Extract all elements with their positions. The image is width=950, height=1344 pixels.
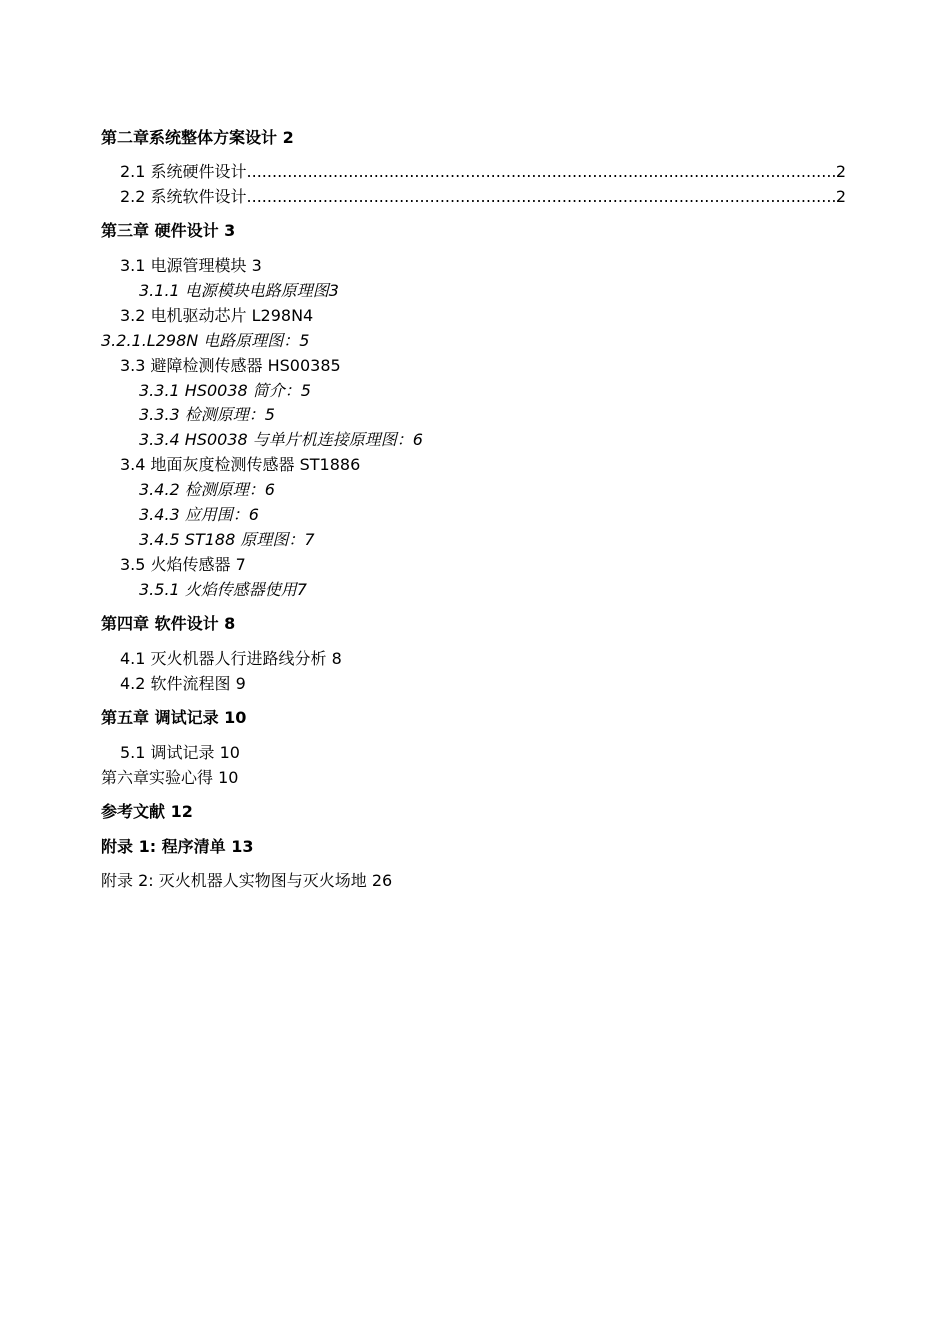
toc-entry-3-3-1[interactable]: 3.3.1 HS0038 简介：5: [139, 381, 311, 400]
toc-entry-2-2[interactable]: [120, 187, 846, 207]
toc-appendix-1[interactable]: 附录 1: 程序清单 13: [101, 837, 254, 856]
toc-entry-3-2[interactable]: 3.2 电机驱动芯片 L298N4: [120, 306, 314, 325]
toc-entry-2-1[interactable]: [120, 162, 846, 182]
toc-chapter-6[interactable]: 第六章实验心得 10: [101, 768, 239, 787]
toc-entry-4-1[interactable]: 4.1 灭火机器人行进路线分析 8: [120, 649, 342, 668]
toc-chapter-5[interactable]: 第五章 调试记录 10: [101, 708, 247, 727]
dot-leader: [247, 162, 836, 182]
toc-page-number: 2: [835, 187, 846, 206]
toc-page-number: 2: [835, 162, 846, 181]
toc-entry-3-3-3[interactable]: 3.3.3 检测原理：5: [139, 405, 275, 424]
toc-references[interactable]: 参考文献 12: [101, 802, 193, 821]
toc-entry-3-3-4[interactable]: 3.3.4 HS0038 与单片机连接原理图：6: [139, 430, 423, 449]
toc-chapter-2[interactable]: 第二章系统整体方案设计 2: [101, 128, 294, 147]
toc-entry-label: 2.1 系统硬件设计: [120, 162, 247, 181]
toc-entry-3-3[interactable]: 3.3 避障检测传感器 HS00385: [120, 356, 341, 375]
toc-entry-3-1-1[interactable]: 3.1.1 电源模块电路原理图3: [139, 281, 339, 300]
toc-chapter-4[interactable]: 第四章 软件设计 8: [101, 614, 236, 633]
toc-entry-3-1[interactable]: 3.1 电源管理模块 3: [120, 256, 262, 275]
toc-chapter-3[interactable]: 第三章 硬件设计 3: [101, 221, 236, 240]
toc-entry-label: 2.2 系统软件设计: [120, 187, 247, 206]
toc-entry-4-2[interactable]: 4.2 软件流程图 9: [120, 674, 246, 693]
toc-entry-3-4-5[interactable]: 3.4.5 ST188 原理图：7: [139, 530, 315, 549]
toc-entry-3-4[interactable]: 3.4 地面灰度检测传感器 ST1886: [120, 455, 361, 474]
dot-leader: [247, 187, 836, 207]
toc-entry-3-4-3[interactable]: 3.4.3 应用围：6: [139, 505, 259, 524]
toc-entry-3-5[interactable]: 3.5 火焰传感器 7: [120, 555, 246, 574]
toc-entry-5-1[interactable]: 5.1 调试记录 10: [120, 743, 240, 762]
toc-appendix-2[interactable]: 附录 2: 灭火机器人实物图与灭火场地 26: [101, 871, 393, 890]
toc-entry-3-5-1[interactable]: 3.5.1 火焰传感器使用7: [139, 580, 307, 599]
toc-entry-3-2-1[interactable]: 3.2.1.L298N 电路原理图：5: [101, 331, 310, 350]
toc-entry-3-4-2[interactable]: 3.4.2 检测原理：6: [139, 480, 275, 499]
